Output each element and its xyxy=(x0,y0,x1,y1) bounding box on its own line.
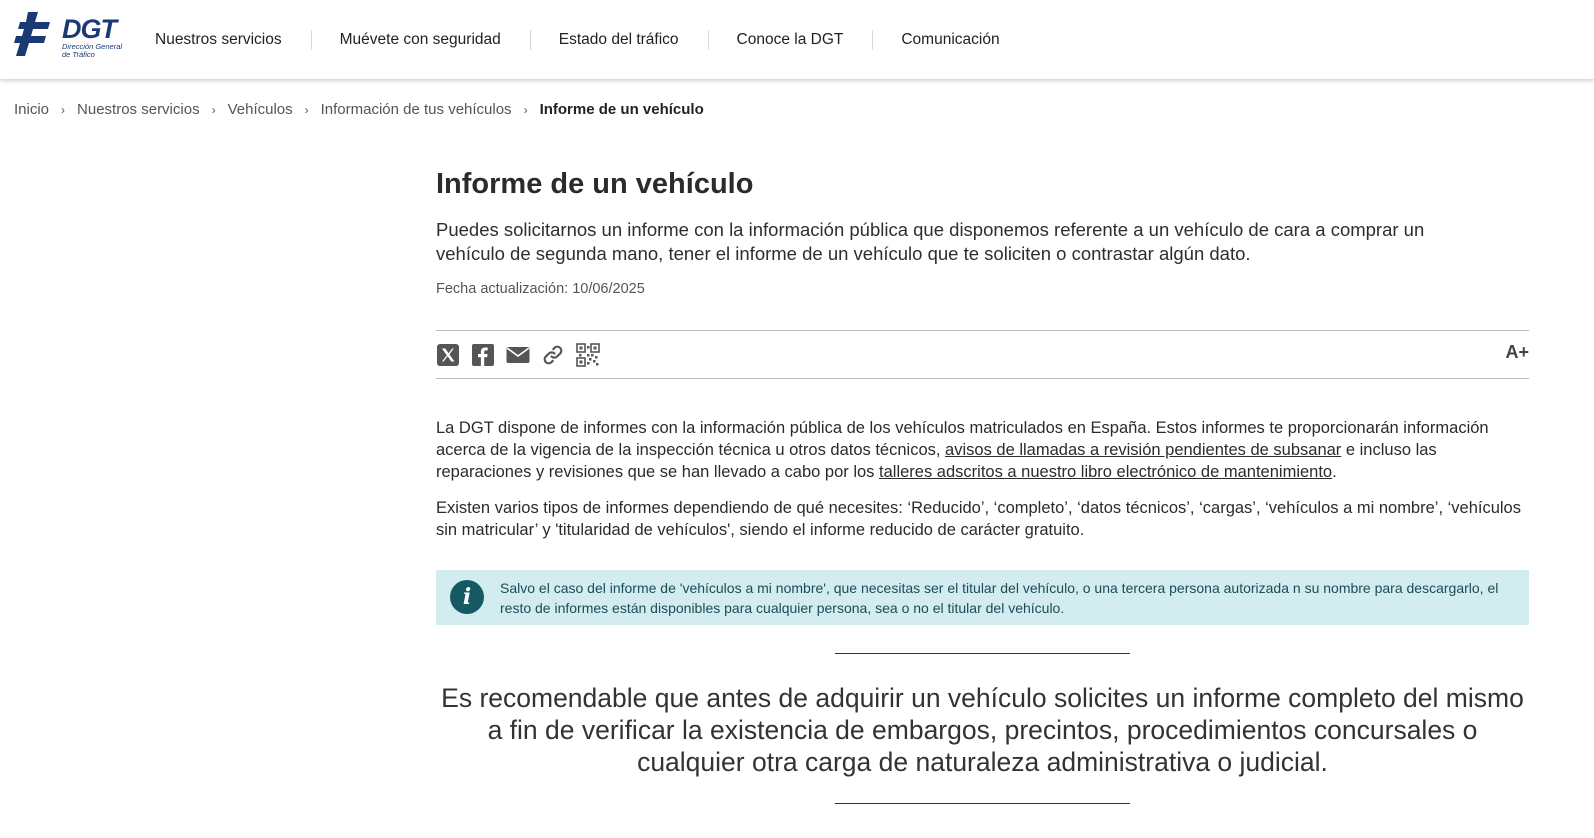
share-toolbar xyxy=(436,330,1529,379)
text-span: . xyxy=(1332,463,1337,481)
highlight-quote: Es recomendable que antes de adquirir un vehículo solicites un informe completo del mismo a fin de verificar la existencia de embargos, precintos, procedimientos concursales o cualquier otra carga de naturaleza administrativa o judicial. xyxy=(441,683,1524,777)
text-span: e incluso las reparaciones y revisiones que se han llevado a cabo por los xyxy=(436,441,1437,481)
breadcrumb-separator: › xyxy=(523,102,528,117)
x-twitter-icon[interactable] xyxy=(436,343,460,367)
breadcrumb-item-nuestros-servicios[interactable]: Nuestros servicios xyxy=(77,101,200,118)
breadcrumb-item-informacion-vehiculos[interactable]: Información de tus vehículos xyxy=(320,101,512,118)
facebook-icon[interactable] xyxy=(471,343,495,367)
breadcrumb xyxy=(14,101,704,118)
logo-text: DGT xyxy=(62,14,116,44)
body-paragraph-1 xyxy=(436,417,1529,483)
body-text xyxy=(436,417,1529,541)
update-date: Fecha actualización: 10/06/2025 xyxy=(436,281,645,297)
site-header xyxy=(0,0,1594,79)
share-icons xyxy=(436,343,600,367)
main-nav xyxy=(140,0,1029,79)
breadcrumb-item-inicio[interactable]: Inicio xyxy=(14,101,50,118)
page-lead: Puedes solicitarnos un informe con la información pública que disponemos referente a un vehículo de cara a comprar un vehículo de segunda mano, tener el informe de un vehículo que te soliciten o contrastar algún dato. xyxy=(436,219,1425,264)
nav-item-muevete-con-seguridad[interactable]: Muévete con seguridad xyxy=(311,30,530,50)
page-title: Informe de un vehículo xyxy=(436,168,754,200)
email-icon[interactable] xyxy=(506,343,530,367)
info-icon: i xyxy=(450,580,484,614)
nav-item-estado-del-trafico[interactable]: Estado del tráfico xyxy=(530,30,708,50)
info-text: Salvo el caso del informe de 'vehículos a mi nombre', que necesitas ser el titular del vehículo, o una tercera persona autorizada n su nombre para descargarlo, el resto de informes están disponibles para cualquier persona, sea o no el titular del vehículo. xyxy=(500,580,1499,616)
talleres-adscritos-link[interactable]: talleres adscritos a nuestro libro electrónico de mantenimiento xyxy=(879,463,1333,481)
breadcrumb-separator: › xyxy=(61,102,66,117)
font-size-button[interactable]: A+ xyxy=(1505,342,1529,362)
breadcrumb-item-vehiculos[interactable]: Vehículos xyxy=(227,101,293,118)
main-content xyxy=(436,160,1529,777)
text-span: La DGT dispone de informes con la información pública de los vehículos matriculados en España. Estos informes te proporcionarán información acerca de la vigencia de la inspección técnica u otros datos técnicos, xyxy=(436,419,1489,459)
nav-item-nuestros-servicios[interactable]: Nuestros servicios xyxy=(155,30,282,48)
info-box xyxy=(436,570,1529,625)
breadcrumb-separator: › xyxy=(304,102,309,117)
logo-subtitle: Dirección General de Tráfico xyxy=(62,42,123,59)
dgt-logo[interactable] xyxy=(14,10,123,62)
breadcrumb-separator: › xyxy=(211,102,216,117)
nav-item-conoce-la-dgt[interactable]: Conoce la DGT xyxy=(708,30,873,50)
quote-divider-top xyxy=(835,653,1130,654)
nav-item-comunicacion[interactable]: Comunicación xyxy=(872,30,1028,50)
avisos-llamadas-link[interactable]: avisos de llamadas a revisión pendientes de subsanar xyxy=(945,441,1342,459)
dgt-logo-icon xyxy=(14,10,64,62)
link-icon[interactable] xyxy=(541,343,565,367)
body-paragraph-2: Existen varios tipos de informes dependiendo de qué necesites: ‘Reducido’, ‘completo’, ‘datos técnicos’, ‘cargas’, ‘vehículos a mi nombre’, ‘vehículos sin matricular’ y 'titularidad de vehículos', siendo el informe reducido de carácter gratuito. xyxy=(436,499,1521,539)
quote-divider-bottom xyxy=(835,803,1130,804)
qr-code-icon[interactable] xyxy=(576,343,600,367)
breadcrumb-current: Informe de un vehículo xyxy=(539,101,704,118)
